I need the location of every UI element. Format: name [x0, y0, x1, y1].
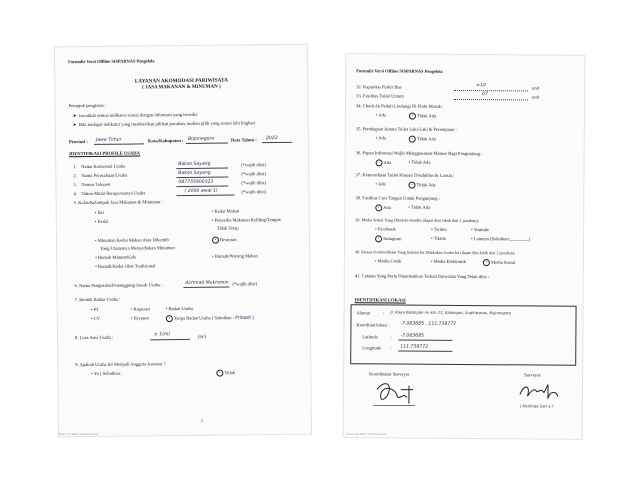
q6-req: (*wajib diisi)	[232, 281, 258, 287]
option: • Rumah/Warung Makan	[212, 253, 258, 259]
option-selected: • Tanpa Badan Usaha ( Sebutkan : Pribadi )	[166, 314, 254, 322]
instruction-2: Bila terdapat indikator yang memberikan pilihan jawaban, mohon pilih yang sesuai lalu lingkari	[78, 120, 256, 128]
option: • CV	[90, 315, 100, 321]
city-label: Kota/Kabupaten :	[147, 137, 184, 144]
option: • Ada	[375, 112, 387, 118]
year-label: Data Tahun :	[230, 137, 257, 143]
q33-value: 07	[482, 92, 488, 98]
scanner-watermark: Scanned with CamScanner	[58, 432, 99, 436]
bullet-icon: ➤	[72, 122, 77, 128]
longitude-label: Longitude	[362, 345, 382, 351]
section-title: IDENTIFIKASI PROFILE USAHA	[69, 150, 141, 157]
underline	[262, 142, 292, 143]
option: • Ada	[375, 181, 386, 187]
q7-label: 7. Bentuk Badan Usaha :	[74, 296, 121, 303]
q33-label: 33. Fasilitas Toilet Umum	[356, 93, 404, 99]
surveyor-name: ( Herlinda Dwi S )	[519, 403, 554, 409]
option: • Bar	[94, 209, 105, 215]
q36-label: 36. Papan Informasi Wajib Menggunakan Masker Bagi Pengunjung :	[355, 150, 483, 157]
option-cont: Yang Utamanya Menyediakan Minuman	[100, 245, 175, 251]
form-header: Formulir Versi Offline SISPARNAS Pengelola	[68, 58, 155, 65]
option: • Rumah/Kedai Obat Tradisional	[95, 263, 156, 269]
colon: :	[382, 310, 384, 316]
profile-field: 3. Nomor Telepon 087755900323 (*wajib diisi)	[73, 179, 267, 188]
colon: :	[390, 334, 392, 340]
option: • Tidak Ada	[408, 204, 431, 210]
option: • Facebook	[375, 226, 396, 232]
option-selected: • Media Sosial	[483, 259, 515, 266]
alamat-value: Jl. Raya Kalangan no km 21, Kalangan, Sugihwaras, Bojonegoro	[390, 309, 512, 316]
q5-label: 5. Kelas/Kelompok Jasa Makanan & Minuman :	[73, 199, 163, 206]
option-selected: • Restoran	[212, 236, 237, 243]
q34-label: 34. Check-In Peduli Lindungi Di Pintu Masuk :	[355, 103, 444, 109]
dotted-line	[454, 90, 528, 92]
option-selected: • Ada	[376, 159, 392, 166]
alamat-label: Alamat	[356, 310, 371, 316]
province-label: Provinsi :	[68, 138, 88, 145]
q32-label: 32. Kapasitas Parkir Bus	[356, 84, 402, 90]
option: • Ada	[375, 135, 386, 141]
option-selected: • Tidak Ada	[408, 182, 435, 189]
option: • Badan Usaha	[165, 305, 193, 312]
option: • Media Cetak	[374, 258, 402, 264]
q38-label: 38. Fasilitas Cuci Tangan Untuk Pengunjung :	[355, 195, 441, 201]
q37-label: 37. Ketersediaan Toilet Khusus Disabilitas & Lansia :	[355, 172, 455, 178]
province-value: Jawa Timur	[95, 137, 122, 143]
q8-value: ± 1(m)	[153, 332, 171, 338]
option: • Yayasan	[130, 315, 149, 321]
option: • Youtube	[471, 227, 490, 233]
latitude-label: Latitude	[362, 334, 378, 340]
koordinator-signature	[369, 379, 419, 409]
profile-field: 1. Nama Komersial Usaha Bakso Sayang (*wajib diisi)	[73, 161, 266, 170]
form-subtitle: ( JASA MAKANAN & MINUMAN )	[142, 84, 221, 91]
form-title: LAYANAN AKOMODASI PARIWISATA	[134, 77, 228, 85]
scanner-watermark: Scanned with CamScanner	[346, 432, 387, 436]
underline	[183, 287, 229, 288]
longitude-value: 111.738772	[400, 344, 429, 350]
q8-label: 8. Luas Area Usaha :	[74, 334, 114, 341]
underline	[186, 143, 228, 144]
option: • Minuman Kedai Makan Atau Dikemih	[94, 237, 169, 243]
form-page-1	[55, 45, 311, 437]
colon: :	[390, 345, 392, 351]
option: • Twitter	[431, 226, 448, 232]
page-number: 1	[200, 417, 204, 423]
q33-unit: unit	[532, 94, 540, 100]
q35-label: 35. Pembagian Antara Toilet Laki-Laki & Perempuan :	[355, 126, 457, 132]
option: • Penyedia Makanan Keliling/Tempat	[211, 216, 281, 223]
q6-value: Achmad Mukromin	[185, 280, 229, 286]
city-value: Bojonegoro	[187, 136, 215, 142]
option: • Lainnya (Sebutkan:________)	[471, 236, 530, 242]
option-cont: Tidak Tetap	[216, 225, 239, 231]
koordinator-label: Koordinator Surveyor	[369, 371, 410, 377]
koordinat-label: Koordinat lokasi :	[356, 322, 390, 328]
surveyor-signature	[514, 380, 564, 404]
q39-label: 39. Media Sosial Yang Dikelola Sendiri (dapat diisi lebih dari 1 jawaban):	[355, 217, 480, 224]
option: • Kedai	[94, 218, 109, 224]
option-selected: • Instagram	[375, 235, 402, 242]
instructions-title: Petunjuk pengisian :	[68, 102, 107, 109]
option: • Ya ( Sebutkan :	[91, 370, 123, 376]
form-header: Formulir Versi Offline SISPARNAS Pengelola	[356, 68, 443, 74]
bullet-icon: ➤	[72, 113, 77, 119]
surveyor-label: Surveyor	[524, 372, 541, 378]
option: • Media Elektronik	[430, 258, 466, 265]
option-selected: • Tidak Ada	[409, 113, 436, 120]
q8-unit: (m²)	[197, 333, 207, 339]
option: • Tiktok	[431, 235, 446, 241]
year-value: 2022	[265, 136, 278, 142]
form-page-2	[344, 54, 585, 439]
q32-unit: unit	[532, 85, 540, 91]
option: • Rumah Minum/Kafe	[95, 254, 137, 260]
underline	[150, 339, 190, 340]
option: • Tidak Ada	[408, 159, 431, 165]
option-selected: • Ada	[375, 204, 391, 211]
latitude-value: -7.083685	[400, 333, 424, 339]
q9-label: 9. Apakah Usaha Ini Menjadi Anggota Asosiasi ?	[75, 361, 166, 368]
option-selected: • Tidak	[216, 369, 235, 376]
option: • PT	[90, 306, 99, 312]
dotted-line	[454, 99, 528, 101]
profile-field: 4. Tahun Mulai Beroperasinya Usaha ( 2000 awal 1) (*wajib diisi)	[73, 188, 267, 197]
option-selected: • Tidak Ada	[409, 136, 436, 143]
koordinat-value: -7.083685 , 111.738772	[400, 321, 457, 327]
q41-label: 41. Catatan Yang Perlu Ditambahkan Terkait Data-data Yang Telah diisi :	[354, 273, 490, 280]
q40-label: 40. Sarana Promosi/Iklan Yang Selama Ini Dilakukan Usaha Ini (dapat diisi lebih dari 1 jawaban):	[354, 249, 516, 256]
q32-value: ±10	[476, 83, 486, 89]
instruction-1: Jawablah semua indikator sesuai dengan informasi yang tersedia	[78, 111, 198, 119]
option: • Kedai Makan	[211, 208, 240, 214]
option: • Koperasi	[130, 306, 151, 312]
profile-field: 2. Nama Perusahaan/Usaha Bakso Sayang (*wajib diisi)	[73, 170, 266, 179]
underline	[94, 143, 144, 145]
q6-label: 6. Nama Pengusaha/Penanggung Jawab Usaha :	[74, 282, 163, 289]
location-title: IDENTIFIKASI LOKASI	[354, 297, 406, 303]
